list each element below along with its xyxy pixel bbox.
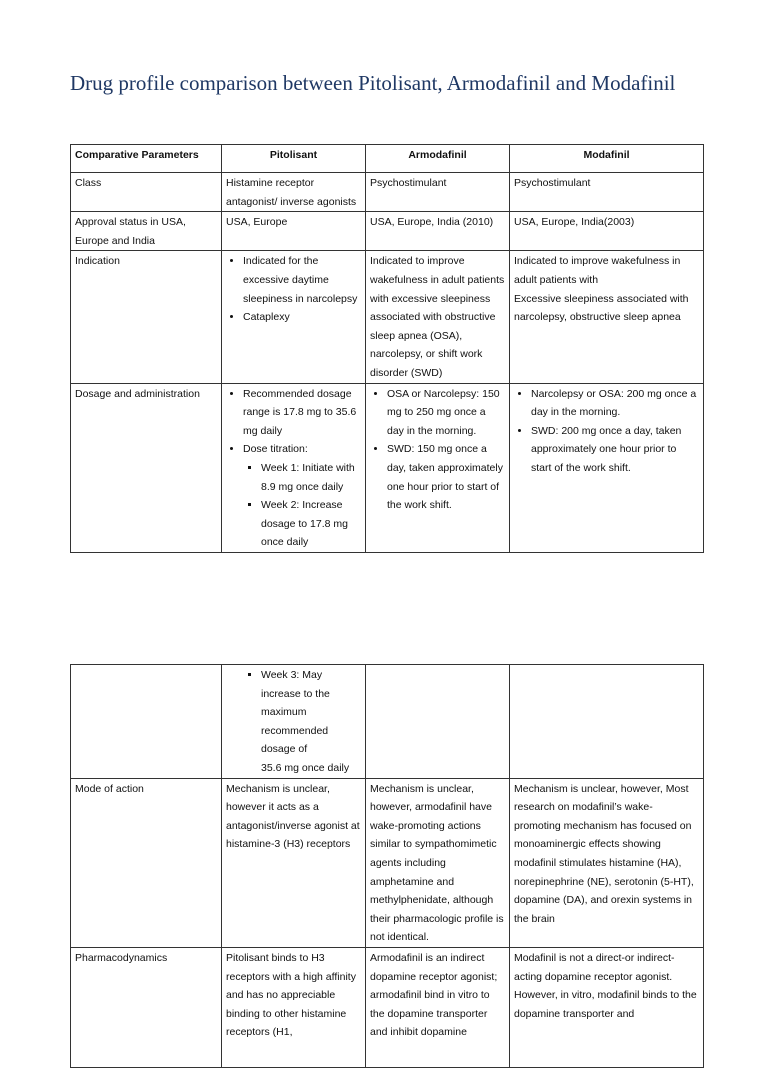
cell-modafinil: Psychostimulant bbox=[510, 173, 704, 212]
cell-modafinil bbox=[510, 383, 704, 552]
list-item: • SWD: 200 mg once a day, taken approximately one hour prior to start of the work shift. bbox=[531, 422, 699, 478]
cell-armodafinil: Indicated to improve wakefulness in adult patients with excessive sleepiness associated with obstructive sleep apnea (OSA), narcolepsy, or shift work disorder (SWD) bbox=[366, 251, 510, 383]
header-modafinil: Modafinil bbox=[510, 145, 704, 173]
row-label: Indication bbox=[71, 251, 222, 383]
cell-line: Excessive sleepiness associated with narcolepsy, obstructive sleep apnea bbox=[514, 292, 689, 324]
sub-list-item: ▪ Week 2: Increase dosage to 17.8 mg once daily bbox=[261, 496, 361, 552]
cell-armodafinil: Mechanism is unclear, however, armodafinil have wake-promoting actions similar to sympathomimetic agents including amphetamine and methylphenidate, although their pharmacologic profile is not identical. bbox=[366, 778, 510, 947]
header-comparative-parameters: Comparative Parameters bbox=[71, 145, 222, 173]
list-item: • Cataplexy bbox=[243, 308, 361, 327]
comparison-table-part-2 bbox=[70, 664, 704, 1068]
sub-list-item bbox=[261, 666, 361, 778]
list-item: • Narcolepsy or OSA: 200 mg once a day in the morning. bbox=[531, 385, 699, 422]
cell-line: Indicated to improve wakefulness in adult patients with bbox=[514, 255, 681, 286]
list-item-text: ▪ Week 3: May increase to the maximum recommended dosage of bbox=[261, 669, 330, 756]
cell-armodafinil bbox=[366, 383, 510, 552]
sub-list-item: ▪ Week 1: Initiate with 8.9 mg once daily bbox=[261, 459, 361, 496]
cell-pitolisant: Mechanism is unclear, however it acts as a antagonist/inverse agonist at histamine-3 (H3) receptors bbox=[222, 778, 366, 947]
list-item: • Recommended dosage range is 17.8 mg to 35.6 mg daily bbox=[243, 385, 361, 441]
table-row-pharmacodynamics bbox=[71, 947, 704, 1067]
cell-pitolisant bbox=[222, 665, 366, 779]
header-armodafinil: Armodafinil bbox=[366, 145, 510, 173]
list-item: • SWD: 150 mg once a day, taken approximately one hour prior to start of the work shift. bbox=[387, 440, 505, 514]
cell-pitolisant bbox=[222, 251, 366, 383]
table-row-mode-of-action bbox=[71, 778, 704, 947]
table-row-class bbox=[71, 173, 704, 212]
list-item-text: Dose titration: bbox=[243, 443, 308, 456]
list-item-text: 35.6 mg once daily bbox=[261, 761, 350, 774]
cell-pitolisant bbox=[222, 383, 366, 552]
cell-armodafinil: Armodafinil is an indirect dopamine receptor agonist; armodafinil bind in vitro to the dopamine transporter and inhibit dopamine bbox=[366, 947, 510, 1067]
table-row-dosage-continued bbox=[71, 665, 704, 779]
row-label: Approval status in USA, Europe and India bbox=[71, 212, 222, 251]
list-item bbox=[243, 440, 361, 552]
table-header-row bbox=[71, 145, 704, 173]
list-item: • OSA or Narcolepsy: 150 mg to 250 mg once a day in the morning. bbox=[387, 385, 505, 441]
row-label: Pharmacodynamics bbox=[71, 947, 222, 1067]
cell-armodafinil: USA, Europe, India (2010) bbox=[366, 212, 510, 251]
row-label: Dosage and administration bbox=[71, 383, 222, 552]
document-title: Drug profile comparison between Pitolisant, Armodafinil and Modafinil bbox=[70, 71, 676, 95]
cell-modafinil: Modafinil is not a direct-or indirect-acting dopamine receptor agonist. However, in vitro, modafinil binds to the dopamine transporter and bbox=[510, 947, 704, 1067]
comparison-table-part-1 bbox=[70, 144, 704, 553]
row-label: Class bbox=[71, 173, 222, 212]
cell-modafinil bbox=[510, 665, 704, 779]
cell-modafinil bbox=[510, 251, 704, 383]
row-label bbox=[71, 665, 222, 779]
cell-armodafinil: Psychostimulant bbox=[366, 173, 510, 212]
cell-modafinil: USA, Europe, India(2003) bbox=[510, 212, 704, 251]
table-row-indication bbox=[71, 251, 704, 383]
cell-pitolisant: Pitolisant binds to H3 receptors with a high affinity and has no appreciable binding to other histamine receptors (H1, bbox=[222, 947, 366, 1067]
table-row-approval bbox=[71, 212, 704, 251]
list-item: • Indicated for the excessive daytime sleepiness in narcolepsy bbox=[243, 252, 361, 308]
table-row-dosage bbox=[71, 383, 704, 552]
cell-pitolisant: USA, Europe bbox=[222, 212, 366, 251]
cell-pitolisant: Histamine receptor antagonist/ inverse agonists bbox=[222, 173, 366, 212]
cell-modafinil: Mechanism is unclear, however, Most research on modafinil’s wake-promoting mechanism has focused on monoaminergic effects showing modafinil stimulates histamine (HA), norepinephrine (NE), serotonin (5-HT), dopamine (DA), and orexin systems in the brain bbox=[510, 778, 704, 947]
header-pitolisant: Pitolisant bbox=[222, 145, 366, 173]
cell-armodafinil bbox=[366, 665, 510, 779]
row-label: Mode of action bbox=[71, 778, 222, 947]
